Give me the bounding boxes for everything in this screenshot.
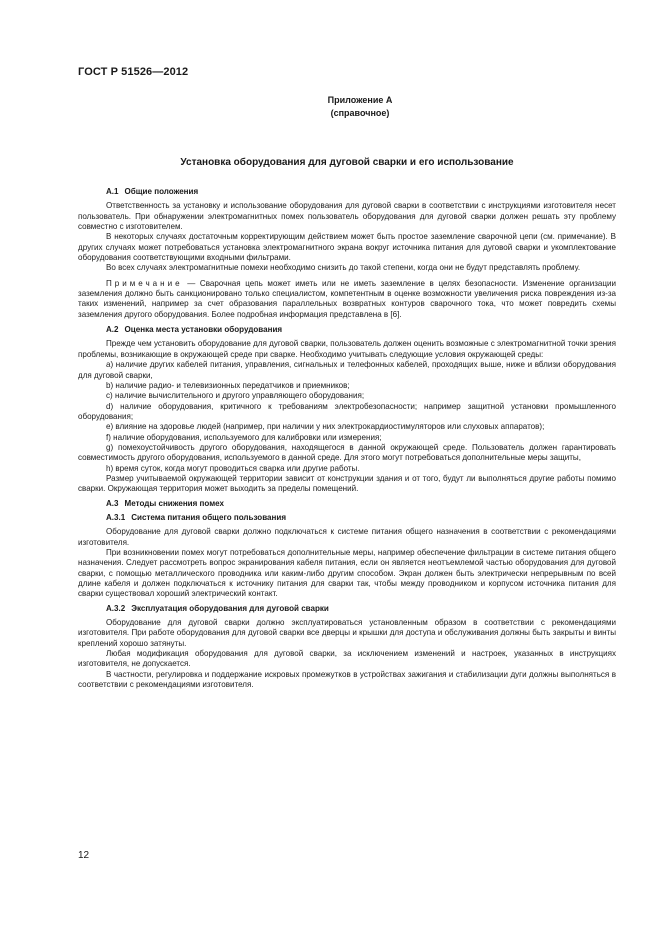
note — [78, 279, 616, 320]
list-item: d) наличие оборудования, критичного к требованиям электробезопасности; например защитной установки промышленного оборудования; — [78, 401, 616, 421]
list-item: f) наличие оборудования, используемого для калибровки или измерения; — [106, 432, 382, 442]
list-item: c) наличие вычислительного и другого управляющего оборудования; — [106, 391, 365, 401]
section-heading-a2: А.2 Оценка места установки оборудования — [106, 325, 283, 335]
subsection-heading-a3-1: А.3.1 Система питания общего пользования — [106, 512, 287, 522]
paragraph: В частности, регулировка и поддержание искровых промежутков в устройствах зажигания и стабилизации дуги должны выполняться в соответствии с рекомендациями изготовителя. — [78, 669, 616, 690]
paragraph: Ответственность за установку и использование оборудования для дуговой сварки в соответствии с инструкциями изготовителя несет пользователь. При обнаружении электромагнитных помех пользователь оборудования для дуговой сварки должен решать эту проблему совместно с изготовителем. — [78, 201, 616, 232]
document-body — [78, 183, 616, 690]
paragraph: Прежде чем установить оборудование для дуговой сварки, пользователь должен оценить возможные с электромагнитной точки зрения проблемы, возникающие в окружающей среде при сварке. Необходимо учитывать следующие условия окружающей среды: — [78, 339, 616, 359]
list-item: g) помехоустойчивость другого оборудования, находящегося в данной окружающей среде. Пользователь должен гарантировать совместимость другого оборудования, используемого в данной среде. Для этого могут потребоваться дополнительные меры защиты, — [78, 442, 616, 463]
paragraph: При возникновении помех могут потребоваться дополнительные меры, например обеспечение фильтрации в системе питания общего назначения. Следует рассмотреть вопрос экранирования кабеля питания, если он является неотъемлемой частью оборудования для дуговой сварки, с помощью металлического проводника или каким-либо другим способом. Экран должен быть электрически непрерывным по всей длине кабеля и должен подключаться к источнику питания для сварки так, чтобы между проводником и корпусом источника питания для сварки существовал хороший электрический контакт. — [78, 548, 616, 599]
section-heading-a3: А.3 Методы снижения помех — [106, 498, 225, 508]
page-number: 12 — [78, 850, 90, 861]
appendix-heading — [280, 94, 440, 120]
note-label: Примечание — [106, 278, 183, 288]
standard-header: ГОСТ Р 51526—2012 — [78, 66, 189, 78]
list-item: b) наличие радио- и телевизионных передатчиков и приемников; — [106, 380, 350, 390]
list-item: h) время суток, когда могут проводиться сварка или другие работы. — [106, 463, 360, 473]
section-heading-a1: А.1 Общие положения — [106, 187, 199, 196]
paragraph: Оборудование для дуговой сварки должно подключаться к системе питания общего назначения в соответствии с рекомендациями изготовителя. — [78, 527, 616, 547]
note-text: — Сварочная цепь может иметь или не иметь заземление в целях безопасности. Изменение организации заземления должно быть санкционировано только специалистом, компетентным в оценке возможности увеличения риска повреждения из-за таких изменений, например за счет образования параллельных возвратных контуров сварочного тока, что может повредить схемы заземления другого оборудования. Более подробная информация представлена в [6]. — [78, 278, 616, 319]
appendix-title: Установка оборудования для дуговой сварки и его использование — [180, 157, 514, 168]
paragraph: Любая модификация оборудования для дуговой сварки, за исключением изменений и настроек, указанных в инструкциях изготовителя, не допускается. — [78, 649, 616, 669]
paragraph: Оборудование для дуговой сварки должно эксплуатироваться установленным образом в соответствии с рекомендациями изготовителя. При работе оборудования для дуговой сварки все дверцы и крышки для доступа и обслуживания должны быть закрыты и винты креплений хорошо затянуты. — [78, 618, 616, 648]
list-item: e) влияние на здоровье людей (например, при наличии у них электрокардиостимуляторов или слуховых аппаратов); — [106, 422, 545, 432]
list-item: a) наличие других кабелей питания, управления, сигнальных и телефонных кабелей, проходящих выше, ниже и вблизи оборудования для дуговой сварки, — [78, 360, 616, 380]
appendix-label: Приложение А — [327, 95, 393, 105]
appendix-kind: (справочное) — [330, 108, 390, 118]
paragraph: В некоторых случаях достаточным корректирующим действием может быть простое заземление сварочной цепи (см. примечание). В других случаях может потребоваться установка электромагнитного экрана вокруг источника питания для дуговой сварки и укомплектование оборудования соответствующими входными фильтрами. — [78, 232, 616, 263]
subsection-heading-a3-2: А.3.2 Эксплуатация оборудования для дуговой сварки — [106, 603, 329, 613]
paragraph: Во всех случаях электромагнитные помехи необходимо снизить до такой степени, когда они не будут представлять проблему. — [106, 263, 581, 273]
paragraph: Размер учитываемой окружающей территории зависит от конструкции здания и от того, будут ли выполняться другие работы помимо сварки. Окружающая территория может выходить за пределы помещений. — [78, 473, 616, 494]
